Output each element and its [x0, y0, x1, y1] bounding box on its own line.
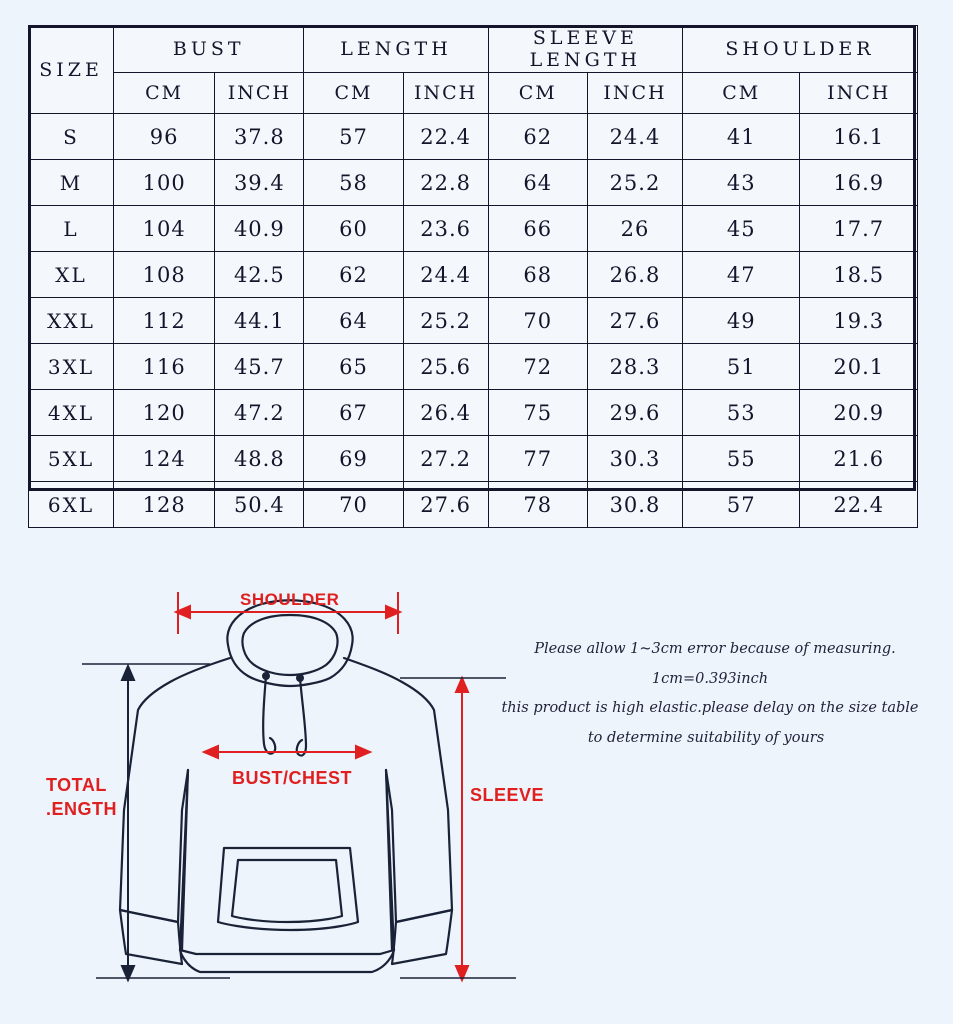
cell-shoulder-inch: 21.6 — [800, 436, 918, 482]
table-row — [29, 482, 918, 528]
cell-shoulder-inch: 20.9 — [800, 390, 918, 436]
table-row — [29, 436, 918, 482]
cell-bust-inch: 48.8 — [215, 436, 304, 482]
cell-shoulder-inch: 22.4 — [800, 482, 918, 528]
cell-size: 5XL — [29, 436, 114, 482]
cell-sleeve-cm: 78 — [488, 482, 587, 528]
cell-length-cm: 67 — [304, 390, 403, 436]
cell-length-inch: 22.8 — [403, 160, 488, 206]
cell-sleeve-inch: 30.3 — [587, 436, 682, 482]
cell-sleeve-inch: 29.6 — [587, 390, 682, 436]
label-shoulder: SHOULDER — [240, 590, 340, 609]
measure-guides-dark — [82, 664, 516, 980]
cell-shoulder-inch: 16.1 — [800, 114, 918, 160]
cell-sleeve-cm: 66 — [488, 206, 587, 252]
table-unit-row — [29, 73, 918, 114]
pocket-inner — [232, 860, 342, 922]
cell-sleeve-cm: 68 — [488, 252, 587, 298]
unit-length-inch: INCH — [403, 73, 488, 114]
header-shoulder: SHOULDER — [683, 26, 918, 73]
cell-bust-cm: 128 — [114, 482, 215, 528]
header-length: LENGTH — [304, 26, 488, 73]
cell-length-cm: 58 — [304, 160, 403, 206]
note-line-3: this product is high elastic.please delay on the size table — [501, 700, 919, 717]
cell-length-cm: 62 — [304, 252, 403, 298]
cell-bust-inch: 50.4 — [215, 482, 304, 528]
cell-size: 4XL — [29, 390, 114, 436]
table-row — [29, 390, 918, 436]
drawstring-left — [263, 676, 275, 754]
cell-sleeve-cm: 70 — [488, 298, 587, 344]
cell-sleeve-inch: 26.8 — [587, 252, 682, 298]
cell-sleeve-inch: 30.8 — [587, 482, 682, 528]
unit-shoulder-cm: CM — [683, 73, 800, 114]
label-sleeve: SLEEVE — [470, 785, 545, 805]
cell-size: M — [29, 160, 114, 206]
label-total-length-line2: .ENGTH — [46, 799, 118, 820]
cell-size: 3XL — [29, 344, 114, 390]
note-line-4: to determine suitability of yours — [587, 730, 825, 747]
cell-bust-inch: 42.5 — [215, 252, 304, 298]
cell-size: L — [29, 206, 114, 252]
cell-bust-cm: 104 — [114, 206, 215, 252]
hoodie-illustration — [0, 530, 953, 1024]
cell-sleeve-inch: 27.6 — [587, 298, 682, 344]
cell-length-inch: 27.2 — [403, 436, 488, 482]
cell-sleeve-cm: 77 — [488, 436, 587, 482]
cell-shoulder-inch: 20.1 — [800, 344, 918, 390]
cell-shoulder-inch: 18.5 — [800, 252, 918, 298]
cell-bust-inch: 44.1 — [215, 298, 304, 344]
note-line-1: Please allow 1~3cm error because of measuring. — [534, 641, 896, 657]
hood-inner — [242, 615, 337, 675]
header-bust: BUST — [114, 26, 304, 73]
cell-shoulder-cm: 55 — [683, 436, 800, 482]
cell-shoulder-cm: 43 — [683, 160, 800, 206]
table-row — [29, 344, 918, 390]
unit-sleeve-inch: INCH — [587, 73, 682, 114]
size-chart-table — [28, 25, 918, 528]
unit-bust-cm: CM — [114, 73, 215, 114]
cell-sleeve-inch: 24.4 — [587, 114, 682, 160]
cell-shoulder-cm: 49 — [683, 298, 800, 344]
cell-bust-cm: 108 — [114, 252, 215, 298]
cell-sleeve-cm: 64 — [488, 160, 587, 206]
cell-bust-inch: 40.9 — [215, 206, 304, 252]
body-outline — [120, 658, 452, 972]
cell-bust-cm: 116 — [114, 344, 215, 390]
cell-sleeve-cm: 75 — [488, 390, 587, 436]
cell-shoulder-cm: 41 — [683, 114, 800, 160]
total-length-arrow-top — [122, 666, 134, 680]
cell-length-cm: 60 — [304, 206, 403, 252]
header-size: SIZE — [29, 26, 114, 114]
cell-length-inch: 22.4 — [403, 114, 488, 160]
size-chart-table-wrapper — [28, 25, 918, 528]
cell-size: 6XL — [29, 482, 114, 528]
cell-shoulder-cm: 51 — [683, 344, 800, 390]
unit-length-cm: CM — [304, 73, 403, 114]
cell-length-inch: 27.6 — [403, 482, 488, 528]
cell-shoulder-inch: 17.7 — [800, 206, 918, 252]
cell-bust-cm: 120 — [114, 390, 215, 436]
label-total-length — [46, 773, 117, 822]
cell-length-inch: 25.6 — [403, 344, 488, 390]
hem-line — [180, 950, 394, 954]
measurement-diagram — [0, 530, 953, 1024]
cell-size: S — [29, 114, 114, 160]
table-row — [29, 252, 918, 298]
table-row — [29, 114, 918, 160]
cell-sleeve-inch: 28.3 — [587, 344, 682, 390]
cell-length-inch: 23.6 — [403, 206, 488, 252]
cell-sleeve-inch: 26 — [587, 206, 682, 252]
cell-shoulder-cm: 45 — [683, 206, 800, 252]
cell-shoulder-cm: 47 — [683, 252, 800, 298]
unit-shoulder-inch: INCH — [800, 73, 918, 114]
cell-length-inch: 25.2 — [403, 298, 488, 344]
header-sleeve-length: SLEEVE LENGTH — [488, 26, 682, 73]
cell-bust-cm: 112 — [114, 298, 215, 344]
bust-arrow-left — [204, 746, 218, 758]
note-line-2: 1cm=0.393inch — [651, 670, 769, 687]
cell-length-inch: 24.4 — [403, 252, 488, 298]
table-row — [29, 160, 918, 206]
unit-bust-inch: INCH — [215, 73, 304, 114]
eyelet-left — [262, 672, 270, 680]
cell-sleeve-cm: 72 — [488, 344, 587, 390]
measurement-notes — [480, 635, 940, 754]
label-bust-chest: BUST/CHEST — [232, 768, 353, 788]
cell-shoulder-cm: 57 — [683, 482, 800, 528]
cell-bust-inch: 45.7 — [215, 344, 304, 390]
cell-length-cm: 57 — [304, 114, 403, 160]
cell-sleeve-inch: 25.2 — [587, 160, 682, 206]
left-cuff — [120, 910, 182, 964]
cell-length-cm: 64 — [304, 298, 403, 344]
cell-shoulder-inch: 16.9 — [800, 160, 918, 206]
cell-length-cm: 69 — [304, 436, 403, 482]
cell-bust-cm: 96 — [114, 114, 215, 160]
sleeve-arrow-top — [456, 678, 468, 692]
label-total-length-line1: TOTAL — [46, 775, 107, 795]
eyelet-right — [296, 674, 304, 682]
cell-bust-inch: 39.4 — [215, 160, 304, 206]
cell-bust-inch: 47.2 — [215, 390, 304, 436]
right-cuff — [392, 910, 452, 964]
table-row — [29, 206, 918, 252]
hood-outline — [227, 600, 352, 686]
unit-sleeve-cm: CM — [488, 73, 587, 114]
cell-length-cm: 70 — [304, 482, 403, 528]
cell-length-cm: 65 — [304, 344, 403, 390]
cell-sleeve-cm: 62 — [488, 114, 587, 160]
cell-bust-cm: 100 — [114, 160, 215, 206]
table-header-row — [29, 26, 918, 73]
cell-size: XL — [29, 252, 114, 298]
table-row — [29, 298, 918, 344]
cell-shoulder-cm: 53 — [683, 390, 800, 436]
cell-bust-cm: 124 — [114, 436, 215, 482]
cell-bust-inch: 37.8 — [215, 114, 304, 160]
drawstring-right — [297, 678, 306, 756]
cell-size: XXL — [29, 298, 114, 344]
cell-length-inch: 26.4 — [403, 390, 488, 436]
bust-arrow-right — [356, 746, 370, 758]
cell-shoulder-inch: 19.3 — [800, 298, 918, 344]
